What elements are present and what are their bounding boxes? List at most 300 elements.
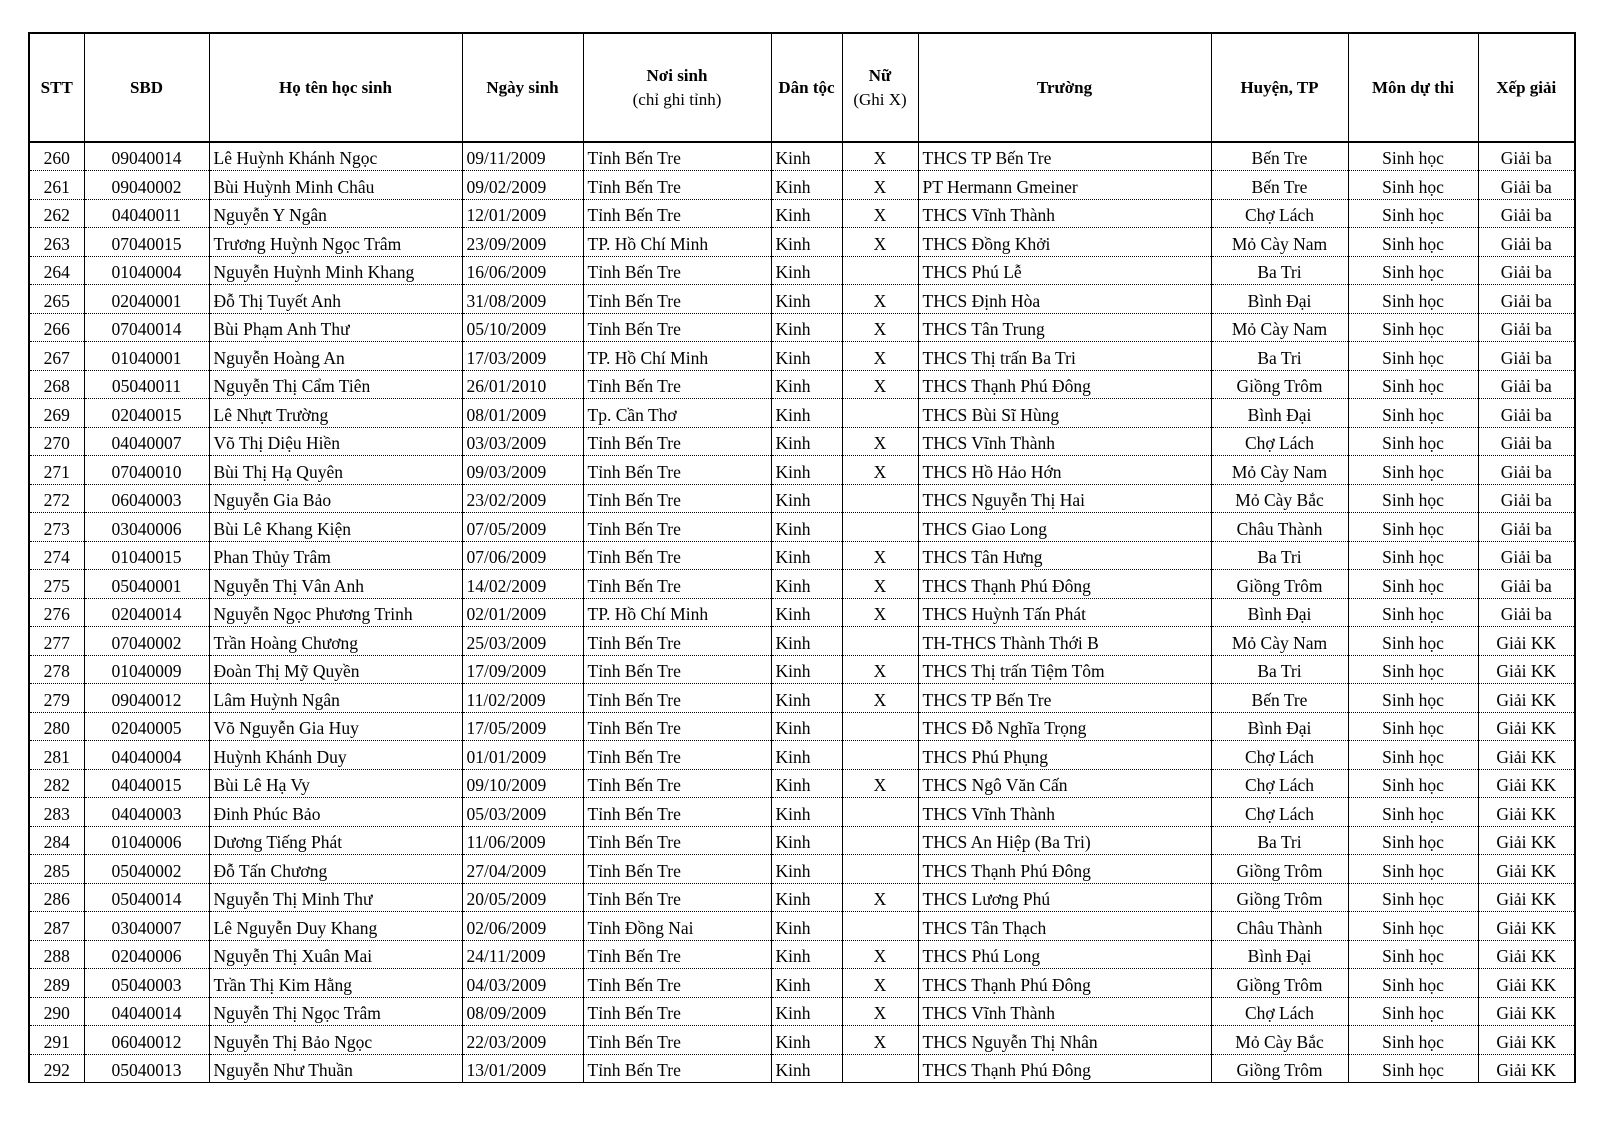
cell-stt: 265 (29, 285, 84, 314)
cell-school: THCS Phú Lễ (918, 256, 1211, 285)
col-header-stt: STT (29, 33, 84, 142)
table-row (29, 684, 1575, 713)
cell-dob: 09/03/2009 (462, 456, 583, 485)
cell-name: Nguyễn Thị Ngọc Trâm (209, 997, 462, 1026)
cell-district: Chợ Lách (1211, 741, 1348, 770)
cell-female (842, 256, 918, 285)
cell-female: X (842, 541, 918, 570)
table-row (29, 912, 1575, 941)
cell-dob: 23/09/2009 (462, 228, 583, 257)
cell-ethnicity: Kinh (771, 627, 842, 656)
cell-birthplace: Tỉnh Bến Tre (583, 370, 771, 399)
cell-subject: Sinh học (1348, 370, 1478, 399)
cell-birthplace: Tỉnh Bến Tre (583, 171, 771, 200)
cell-district: Bình Đại (1211, 712, 1348, 741)
cell-sbd: 07040002 (84, 627, 209, 656)
cell-school: THCS Huỳnh Tấn Phát (918, 598, 1211, 627)
table-row (29, 570, 1575, 599)
cell-ethnicity: Kinh (771, 997, 842, 1026)
cell-school: PT Hermann Gmeiner (918, 171, 1211, 200)
cell-district: Giồng Trôm (1211, 1054, 1348, 1083)
cell-birthplace: Tỉnh Đồng Nai (583, 912, 771, 941)
cell-sbd: 01040004 (84, 256, 209, 285)
cell-dob: 31/08/2009 (462, 285, 583, 314)
table-row (29, 598, 1575, 627)
cell-female: X (842, 997, 918, 1026)
cell-name: Lê Nhựt Trường (209, 399, 462, 428)
cell-female: X (842, 456, 918, 485)
cell-subject: Sinh học (1348, 598, 1478, 627)
table-row (29, 940, 1575, 969)
cell-subject: Sinh học (1348, 313, 1478, 342)
cell-ethnicity: Kinh (771, 940, 842, 969)
cell-name: Nguyễn Thị Xuân Mai (209, 940, 462, 969)
cell-sbd: 02040001 (84, 285, 209, 314)
cell-subject: Sinh học (1348, 769, 1478, 798)
cell-dob: 02/06/2009 (462, 912, 583, 941)
cell-female: X (842, 370, 918, 399)
cell-district: Mỏ Cày Nam (1211, 456, 1348, 485)
cell-district: Ba Tri (1211, 541, 1348, 570)
table-row (29, 313, 1575, 342)
cell-award: Giải KK (1478, 826, 1575, 855)
cell-ethnicity: Kinh (771, 256, 842, 285)
cell-stt: 271 (29, 456, 84, 485)
table-body (29, 142, 1575, 1083)
cell-district: Giồng Trôm (1211, 969, 1348, 998)
cell-school: THCS Bùi Sĩ Hùng (918, 399, 1211, 428)
cell-ethnicity: Kinh (771, 427, 842, 456)
table-row (29, 171, 1575, 200)
cell-school: THCS Vĩnh Thành (918, 199, 1211, 228)
cell-sbd: 05040002 (84, 855, 209, 884)
cell-dob: 11/02/2009 (462, 684, 583, 713)
cell-birthplace: Tỉnh Bến Tre (583, 855, 771, 884)
cell-school: THCS Ngô Văn Cấn (918, 769, 1211, 798)
cell-name: Nguyễn Gia Bảo (209, 484, 462, 513)
cell-district: Ba Tri (1211, 826, 1348, 855)
table-row (29, 541, 1575, 570)
cell-award: Giải ba (1478, 342, 1575, 371)
cell-district: Giồng Trôm (1211, 883, 1348, 912)
cell-sbd: 09040002 (84, 171, 209, 200)
cell-female: X (842, 684, 918, 713)
cell-subject: Sinh học (1348, 228, 1478, 257)
cell-female (842, 741, 918, 770)
cell-name: Bùi Phạm Anh Thư (209, 313, 462, 342)
cell-sbd: 05040013 (84, 1054, 209, 1083)
cell-subject: Sinh học (1348, 969, 1478, 998)
table-row (29, 855, 1575, 884)
cell-ethnicity: Kinh (771, 142, 842, 171)
cell-sbd: 01040006 (84, 826, 209, 855)
cell-district: Bình Đại (1211, 598, 1348, 627)
cell-name: Đoàn Thị Mỹ Quyền (209, 655, 462, 684)
cell-district: Bến Tre (1211, 684, 1348, 713)
cell-subject: Sinh học (1348, 1026, 1478, 1055)
cell-birthplace: Tỉnh Bến Tre (583, 256, 771, 285)
cell-award: Giải ba (1478, 399, 1575, 428)
cell-stt: 287 (29, 912, 84, 941)
cell-ethnicity: Kinh (771, 285, 842, 314)
cell-subject: Sinh học (1348, 142, 1478, 171)
cell-stt: 263 (29, 228, 84, 257)
cell-school: THCS Nguyễn Thị Hai (918, 484, 1211, 513)
cell-district: Chợ Lách (1211, 997, 1348, 1026)
cell-sbd: 05040003 (84, 969, 209, 998)
cell-female (842, 484, 918, 513)
cell-school: THCS Thạnh Phú Đông (918, 969, 1211, 998)
cell-dob: 08/09/2009 (462, 997, 583, 1026)
cell-stt: 291 (29, 1026, 84, 1055)
table-row (29, 228, 1575, 257)
cell-school: THCS An Hiệp (Ba Tri) (918, 826, 1211, 855)
cell-sbd: 03040006 (84, 513, 209, 542)
cell-subject: Sinh học (1348, 427, 1478, 456)
cell-subject: Sinh học (1348, 199, 1478, 228)
cell-sbd: 06040012 (84, 1026, 209, 1055)
cell-district: Châu Thành (1211, 912, 1348, 941)
cell-stt: 277 (29, 627, 84, 656)
cell-award: Giải KK (1478, 627, 1575, 656)
cell-female: X (842, 199, 918, 228)
cell-birthplace: Tỉnh Bến Tre (583, 142, 771, 171)
cell-subject: Sinh học (1348, 570, 1478, 599)
cell-sbd: 02040006 (84, 940, 209, 969)
cell-name: Nguyễn Hoàng An (209, 342, 462, 371)
table-row (29, 399, 1575, 428)
cell-birthplace: Tỉnh Bến Tre (583, 484, 771, 513)
table-row (29, 769, 1575, 798)
cell-stt: 290 (29, 997, 84, 1026)
cell-school: THCS Thạnh Phú Đông (918, 370, 1211, 399)
cell-award: Giải ba (1478, 313, 1575, 342)
cell-sbd: 04040011 (84, 199, 209, 228)
cell-stt: 288 (29, 940, 84, 969)
cell-name: Trần Thị Kim Hằng (209, 969, 462, 998)
cell-sbd: 04040004 (84, 741, 209, 770)
cell-school: THCS Tân Thạch (918, 912, 1211, 941)
cell-award: Giải ba (1478, 256, 1575, 285)
cell-subject: Sinh học (1348, 655, 1478, 684)
cell-award: Giải KK (1478, 940, 1575, 969)
cell-birthplace: TP. Hồ Chí Minh (583, 598, 771, 627)
cell-female: X (842, 427, 918, 456)
cell-award: Giải KK (1478, 712, 1575, 741)
cell-dob: 17/03/2009 (462, 342, 583, 371)
cell-stt: 284 (29, 826, 84, 855)
cell-district: Mỏ Cày Nam (1211, 313, 1348, 342)
cell-dob: 07/05/2009 (462, 513, 583, 542)
table-row (29, 456, 1575, 485)
cell-ethnicity: Kinh (771, 342, 842, 371)
cell-stt: 278 (29, 655, 84, 684)
cell-dob: 27/04/2009 (462, 855, 583, 884)
cell-ethnicity: Kinh (771, 598, 842, 627)
cell-subject: Sinh học (1348, 855, 1478, 884)
cell-subject: Sinh học (1348, 484, 1478, 513)
cell-sbd: 07040010 (84, 456, 209, 485)
table-row (29, 142, 1575, 171)
cell-school: THCS Phú Phụng (918, 741, 1211, 770)
cell-female (842, 712, 918, 741)
cell-district: Bến Tre (1211, 171, 1348, 200)
cell-district: Chợ Lách (1211, 798, 1348, 827)
cell-dob: 05/10/2009 (462, 313, 583, 342)
col-header-sbd: SBD (84, 33, 209, 142)
cell-district: Mỏ Cày Bắc (1211, 1026, 1348, 1055)
cell-name: Nguyễn Thị Vân Anh (209, 570, 462, 599)
table-row (29, 826, 1575, 855)
cell-stt: 267 (29, 342, 84, 371)
cell-award: Giải KK (1478, 969, 1575, 998)
cell-school: THCS Thạnh Phú Đông (918, 855, 1211, 884)
cell-school: THCS Tân Hưng (918, 541, 1211, 570)
cell-award: Giải KK (1478, 655, 1575, 684)
cell-ethnicity: Kinh (771, 883, 842, 912)
cell-district: Ba Tri (1211, 256, 1348, 285)
cell-district: Ba Tri (1211, 655, 1348, 684)
cell-birthplace: Tỉnh Bến Tre (583, 1026, 771, 1055)
col-header-birthplace (583, 33, 771, 142)
cell-female (842, 627, 918, 656)
cell-dob: 09/11/2009 (462, 142, 583, 171)
cell-birthplace: Tỉnh Bến Tre (583, 655, 771, 684)
cell-stt: 272 (29, 484, 84, 513)
cell-dob: 05/03/2009 (462, 798, 583, 827)
cell-name: Bùi Lê Hạ Vy (209, 769, 462, 798)
cell-birthplace: Tỉnh Bến Tre (583, 969, 771, 998)
col-header-ethnicity: Dân tộc (771, 33, 842, 142)
cell-sbd: 04040007 (84, 427, 209, 456)
table-row (29, 370, 1575, 399)
cell-district: Chợ Lách (1211, 427, 1348, 456)
cell-district: Mỏ Cày Nam (1211, 228, 1348, 257)
cell-award: Giải KK (1478, 1026, 1575, 1055)
cell-school: THCS Thị trấn Ba Tri (918, 342, 1211, 371)
cell-female (842, 1054, 918, 1083)
cell-ethnicity: Kinh (771, 1054, 842, 1083)
cell-ethnicity: Kinh (771, 370, 842, 399)
cell-award: Giải ba (1478, 456, 1575, 485)
cell-district: Châu Thành (1211, 513, 1348, 542)
cell-birthplace: Tỉnh Bến Tre (583, 997, 771, 1026)
cell-birthplace: Tỉnh Bến Tre (583, 798, 771, 827)
cell-district: Giồng Trôm (1211, 370, 1348, 399)
table-row (29, 285, 1575, 314)
cell-birthplace: TP. Hồ Chí Minh (583, 342, 771, 371)
cell-subject: Sinh học (1348, 940, 1478, 969)
cell-birthplace: Tỉnh Bến Tre (583, 285, 771, 314)
table-row (29, 1054, 1575, 1083)
table-row (29, 883, 1575, 912)
cell-birthplace: Tỉnh Bến Tre (583, 712, 771, 741)
cell-dob: 22/03/2009 (462, 1026, 583, 1055)
cell-school: THCS Thị trấn Tiệm Tôm (918, 655, 1211, 684)
cell-award: Giải ba (1478, 285, 1575, 314)
cell-birthplace: Tỉnh Bến Tre (583, 541, 771, 570)
cell-stt: 266 (29, 313, 84, 342)
cell-award: Giải KK (1478, 1054, 1575, 1083)
cell-name: Lâm Huỳnh Ngân (209, 684, 462, 713)
cell-female: X (842, 313, 918, 342)
cell-birthplace: Tỉnh Bến Tre (583, 513, 771, 542)
cell-ethnicity: Kinh (771, 684, 842, 713)
female-title: Nữ (868, 65, 892, 85)
cell-ethnicity: Kinh (771, 313, 842, 342)
cell-ethnicity: Kinh (771, 798, 842, 827)
cell-birthplace: Tỉnh Bến Tre (583, 570, 771, 599)
cell-subject: Sinh học (1348, 912, 1478, 941)
cell-award: Giải ba (1478, 513, 1575, 542)
cell-school: THCS TP Bến Tre (918, 684, 1211, 713)
cell-stt: 260 (29, 142, 84, 171)
cell-ethnicity: Kinh (771, 484, 842, 513)
cell-stt: 286 (29, 883, 84, 912)
cell-subject: Sinh học (1348, 541, 1478, 570)
cell-district: Ba Tri (1211, 342, 1348, 371)
cell-sbd: 02040014 (84, 598, 209, 627)
cell-dob: 02/01/2009 (462, 598, 583, 627)
cell-subject: Sinh học (1348, 883, 1478, 912)
cell-sbd: 09040012 (84, 684, 209, 713)
cell-award: Giải ba (1478, 427, 1575, 456)
cell-name: Dương Tiếng Phát (209, 826, 462, 855)
cell-female: X (842, 171, 918, 200)
cell-ethnicity: Kinh (771, 712, 842, 741)
cell-ethnicity: Kinh (771, 741, 842, 770)
cell-dob: 12/01/2009 (462, 199, 583, 228)
cell-district: Chợ Lách (1211, 769, 1348, 798)
cell-stt: 261 (29, 171, 84, 200)
cell-school: THCS Nguyễn Thị Nhân (918, 1026, 1211, 1055)
cell-sbd: 04040015 (84, 769, 209, 798)
cell-district: Bình Đại (1211, 940, 1348, 969)
cell-name: Nguyễn Như Thuần (209, 1054, 462, 1083)
cell-sbd: 01040015 (84, 541, 209, 570)
cell-birthplace: Tỉnh Bến Tre (583, 741, 771, 770)
cell-subject: Sinh học (1348, 256, 1478, 285)
cell-district: Giồng Trôm (1211, 570, 1348, 599)
cell-award: Giải KK (1478, 684, 1575, 713)
cell-birthplace: Tỉnh Bến Tre (583, 456, 771, 485)
cell-female: X (842, 969, 918, 998)
cell-ethnicity: Kinh (771, 171, 842, 200)
table-row (29, 342, 1575, 371)
cell-ethnicity: Kinh (771, 228, 842, 257)
cell-birthplace: Tỉnh Bến Tre (583, 883, 771, 912)
cell-award: Giải KK (1478, 883, 1575, 912)
cell-sbd: 07040015 (84, 228, 209, 257)
cell-subject: Sinh học (1348, 285, 1478, 314)
cell-female: X (842, 342, 918, 371)
cell-sbd: 01040001 (84, 342, 209, 371)
cell-female: X (842, 1026, 918, 1055)
cell-stt: 280 (29, 712, 84, 741)
cell-dob: 03/03/2009 (462, 427, 583, 456)
cell-stt: 275 (29, 570, 84, 599)
cell-school: THCS Phú Long (918, 940, 1211, 969)
cell-name: Đỗ Thị Tuyết Anh (209, 285, 462, 314)
cell-sbd: 02040015 (84, 399, 209, 428)
cell-subject: Sinh học (1348, 798, 1478, 827)
cell-stt: 273 (29, 513, 84, 542)
cell-award: Giải ba (1478, 142, 1575, 171)
cell-birthplace: Tỉnh Bến Tre (583, 940, 771, 969)
cell-female: X (842, 228, 918, 257)
cell-birthplace: Tỉnh Bến Tre (583, 769, 771, 798)
cell-name: Nguyễn Thị Cẩm Tiên (209, 370, 462, 399)
cell-stt: 289 (29, 969, 84, 998)
table-row (29, 427, 1575, 456)
cell-name: Bùi Huỳnh Minh Châu (209, 171, 462, 200)
female-note: (Ghi X) (853, 89, 907, 109)
cell-birthplace: TP. Hồ Chí Minh (583, 228, 771, 257)
cell-birthplace: Tỉnh Bến Tre (583, 627, 771, 656)
col-header-dob: Ngày sinh (462, 33, 583, 142)
cell-stt: 274 (29, 541, 84, 570)
cell-ethnicity: Kinh (771, 199, 842, 228)
cell-dob: 04/03/2009 (462, 969, 583, 998)
cell-female: X (842, 285, 918, 314)
cell-school: TH-THCS Thành Thới B (918, 627, 1211, 656)
cell-birthplace: Tp. Cần Thơ (583, 399, 771, 428)
cell-name: Đinh Phúc Bảo (209, 798, 462, 827)
cell-dob: 25/03/2009 (462, 627, 583, 656)
cell-award: Giải ba (1478, 570, 1575, 599)
table-row (29, 256, 1575, 285)
cell-subject: Sinh học (1348, 513, 1478, 542)
cell-district: Bến Tre (1211, 142, 1348, 171)
cell-ethnicity: Kinh (771, 399, 842, 428)
cell-female: X (842, 940, 918, 969)
table-row (29, 199, 1575, 228)
cell-award: Giải KK (1478, 769, 1575, 798)
cell-birthplace: Tỉnh Bến Tre (583, 1054, 771, 1083)
cell-dob: 23/02/2009 (462, 484, 583, 513)
birthplace-note: (chỉ ghi tỉnh) (632, 89, 722, 109)
cell-district: Bình Đại (1211, 399, 1348, 428)
cell-subject: Sinh học (1348, 684, 1478, 713)
cell-ethnicity: Kinh (771, 655, 842, 684)
cell-stt: 268 (29, 370, 84, 399)
cell-ethnicity: Kinh (771, 855, 842, 884)
cell-name: Nguyễn Thị Bảo Ngọc (209, 1026, 462, 1055)
table-row (29, 997, 1575, 1026)
cell-sbd: 02040005 (84, 712, 209, 741)
cell-subject: Sinh học (1348, 342, 1478, 371)
cell-ethnicity: Kinh (771, 541, 842, 570)
cell-subject: Sinh học (1348, 171, 1478, 200)
cell-dob: 09/10/2009 (462, 769, 583, 798)
cell-stt: 262 (29, 199, 84, 228)
cell-birthplace: Tỉnh Bến Tre (583, 427, 771, 456)
cell-district: Giồng Trôm (1211, 855, 1348, 884)
col-header-subject: Môn dự thi (1348, 33, 1478, 142)
cell-female: X (842, 570, 918, 599)
cell-sbd: 05040014 (84, 883, 209, 912)
cell-dob: 11/06/2009 (462, 826, 583, 855)
cell-dob: 17/05/2009 (462, 712, 583, 741)
cell-name: Nguyễn Huỳnh Minh Khang (209, 256, 462, 285)
cell-name: Đỗ Tấn Chương (209, 855, 462, 884)
cell-dob: 07/06/2009 (462, 541, 583, 570)
cell-name: Võ Nguyễn Gia Huy (209, 712, 462, 741)
table-row (29, 513, 1575, 542)
cell-name: Nguyễn Thị Minh Thư (209, 883, 462, 912)
cell-subject: Sinh học (1348, 826, 1478, 855)
cell-ethnicity: Kinh (771, 769, 842, 798)
